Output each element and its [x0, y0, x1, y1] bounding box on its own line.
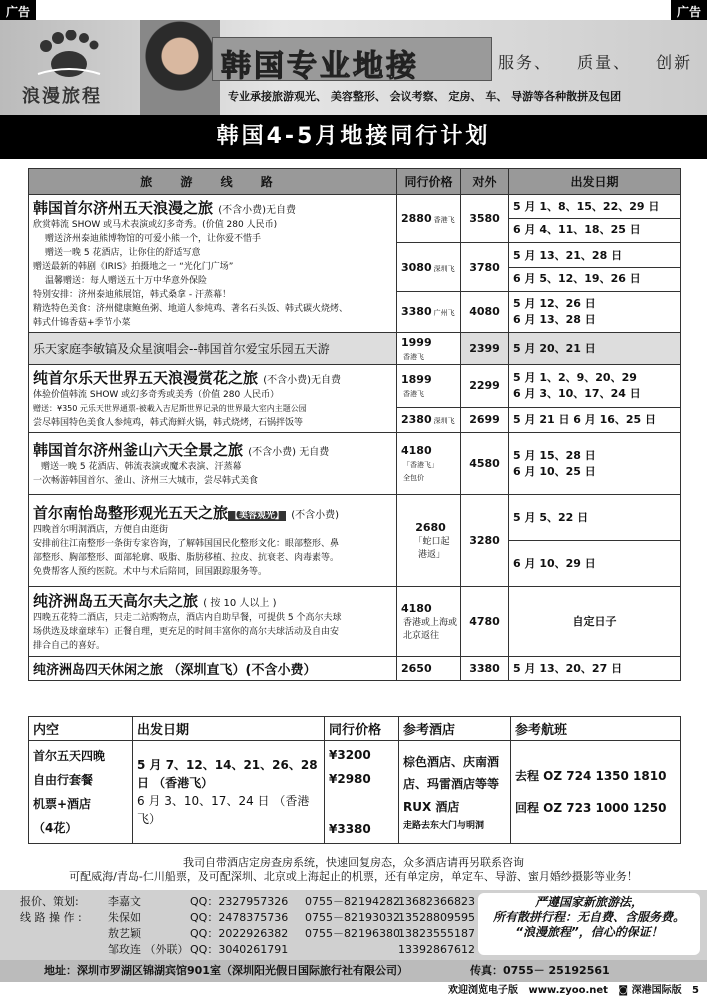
price-cell: 3080 深圳飞	[397, 243, 461, 291]
route-title: 韩国首尔济州五天浪漫之旅 (不含小费)无自费	[33, 199, 297, 217]
price-cell: 4180 香港或上海或北京返往	[397, 587, 461, 657]
brand-title: 韩国专业地接	[221, 49, 419, 84]
hanbok-lady-image	[140, 20, 220, 115]
external-price: 4080	[461, 291, 509, 332]
site-link[interactable]: www.zyoo.net	[528, 985, 608, 996]
package-header-row	[29, 717, 681, 741]
notes	[0, 856, 707, 884]
logo-text: 浪漫旅程	[22, 86, 102, 107]
contact-name: 邹玫连 （外联）	[108, 943, 189, 956]
table-row	[29, 495, 681, 541]
external-price: 2399	[461, 333, 509, 365]
contact-name: 朱保如	[108, 911, 141, 924]
header-banner	[0, 20, 707, 115]
table-row	[29, 657, 681, 681]
dates-cell: 5 月 13、21、28 日 6 月 5、12、19、26 日	[509, 243, 681, 291]
header-price: 同行价格	[325, 717, 399, 741]
price-cell: 1899 香港飞	[397, 365, 461, 408]
routes-header-row	[29, 169, 681, 195]
contact-mobile: 13823555187	[398, 927, 475, 940]
route-cell	[29, 587, 397, 657]
contact-tel: 0755－82196380	[305, 927, 400, 940]
header-external: 对外	[461, 169, 509, 195]
external-price: 3280	[461, 495, 509, 587]
package-table	[28, 716, 681, 844]
external-price: 2699	[461, 407, 509, 432]
dates-cell: 5 月 20、21 日	[509, 333, 681, 365]
route-desc: 赠送一晚 5 花酒店、韩流表演或魔术表演、汗蒸幕	[41, 462, 242, 472]
price-cell: 2680 「蛇口起港返」	[397, 495, 461, 587]
route-desc: 免费帮客人预约医院。术中与术后陪同，回国跟踪服务等。	[33, 567, 268, 577]
paper-icon: ◙	[618, 985, 629, 996]
route-cell	[29, 433, 397, 495]
contact-label: 报价、策划:	[20, 895, 79, 908]
package-flights: 去程 OZ 724 1350 1810 回程 OZ 723 1000 1250	[511, 741, 681, 844]
contact-label: 线 路 操 作 :	[20, 911, 82, 924]
route-desc: 场供选及球童球车）正餐自理，更充足的时间丰富你的高尔夫球活动及自由安	[33, 627, 340, 637]
dates-cell: 6 月 10、29 日	[509, 541, 681, 587]
note-line: 可配威海/青岛-仁川船票，及可配深圳、北京或上海起止的机票，还有单定房，单定车、导游、蜜月婚纱摄影等业务！	[69, 870, 638, 883]
route-cell	[29, 657, 397, 681]
footprint-logo-icon	[34, 30, 104, 80]
route-desc: 赠送最新的韩剧《IRIS》拍摄地之一 “光化门广场”	[33, 262, 234, 272]
services-line: 专业承接旅游观光、 美容整形、 会议考察、 定房、 车、 导游等各种散拼及包团	[228, 90, 622, 103]
contact-mobile: 13528809595	[398, 911, 475, 924]
route-desc: 尝尽韩国特色美食人参炖鸡，韩式海鲜火锅，韩式烧烤，石锅拌饭等	[33, 418, 304, 428]
contact-qq: QQ：2022926382	[190, 927, 289, 940]
contact-tel: 0755－82193032	[305, 911, 400, 924]
contact-qq: QQ：2327957326	[190, 895, 289, 908]
route-title: 首尔南怡岛整形观光五天之旅 【美容观光】 (不含小费)	[33, 504, 340, 522]
header-hotel: 参考酒店	[399, 717, 511, 741]
header-dates: 出发日期	[133, 717, 325, 741]
table-row	[29, 433, 681, 495]
note-line: 我司自带酒店定房查房系统，快速回复房态，众多酒店请再另联系咨询	[183, 856, 524, 869]
external-price: 3380	[461, 657, 509, 681]
contact-name: 敖艺颖	[108, 927, 141, 940]
routes-table	[28, 168, 681, 681]
logo	[20, 30, 120, 108]
contact-qq: QQ：2478375736	[190, 911, 289, 924]
contact-mobile: 13682366823	[398, 895, 475, 908]
package-prices: ¥3200 ¥2980 ¥3380	[325, 741, 399, 844]
contact-name: 李嘉文	[108, 895, 141, 908]
route-title: 纯济洲岛四天休闲之旅 （深圳直飞）(不含小费）	[33, 663, 317, 678]
address-bar	[0, 960, 707, 982]
dates-cell: 5 月 1、2、9、20、29 6 月 3、10、17、24 日	[509, 365, 681, 408]
ad-label-left: 广告	[0, 0, 36, 20]
package-dates: 5 月 7、12、14、21、26、28 日 （香港飞） 6 月 3、10、17、24 日 （香港飞）	[133, 741, 325, 844]
beauty-tag: 【美容观光】	[230, 511, 285, 521]
route-cell	[29, 195, 397, 333]
route-cell	[29, 365, 397, 433]
dates-cell: 5 月 13、20、27 日	[509, 657, 681, 681]
contact-mobile: 13392867612	[398, 943, 475, 956]
route-desc: 韩式什锦香菇+季节小菜	[33, 318, 131, 328]
route-desc: 赠送一晚 5 花酒店，让你住的舒适写意	[45, 248, 201, 258]
route-title: 纯济洲岛五天高尔夫之旅 ( 按 10 人以上 )	[33, 592, 277, 610]
price-cell: 4180 「香港飞」 全包价	[397, 433, 461, 495]
route-desc: 体验价值韩流 SHOW 或幻多奇秀或美秀（价值 280 人民币）	[33, 390, 280, 400]
route-desc: 温馨赠送：每人赠送五十万中华意外保险	[45, 276, 208, 286]
route-title: 乐天家庭李敏镐及众星演唱会--韩国首尔爱宝乐园五天游	[33, 342, 330, 356]
route-desc: 精选特色美食：济州健康鲍鱼粥、地道人参炖鸡、著名石头饭、韩式碳火烧烤、	[33, 304, 349, 314]
external-price: 4580	[461, 433, 509, 495]
dates-cell: 5 月 21 日 6 月 16、25 日	[509, 407, 681, 432]
fax-text: 传真：0755－ 25192561	[470, 964, 610, 977]
route-desc: 赠送：¥350 元乐天世界通票-被載入吉尼斯世界记录的世界最大室内主题公园	[33, 404, 307, 413]
header-product: 内空	[29, 717, 133, 741]
external-price: 2299	[461, 365, 509, 408]
table-row	[29, 333, 681, 365]
price-cell: 2380 深圳飞	[397, 407, 461, 432]
route-desc: 赠送济州泰迪熊博物馆的可爱小熊一个，让你爱不惜手	[45, 234, 262, 244]
package-hotels: 棕色酒店、庆南酒店、玛雷酒店等等 RUX 酒店 走路去东大门与明洞	[399, 741, 511, 844]
package-product: 首尔五天四晚 自由行套餐 机票+酒店 （4花）	[29, 741, 133, 844]
route-cell	[29, 333, 397, 365]
route-desc: 欣赏韩流 SHOW 或马术表演或幻多奇秀。(价值 280 人民币)	[33, 220, 278, 230]
route-desc: 安排前往江南整形一条街专家咨询，了解韩国国民化整形文化：眼部整形、鼻	[33, 539, 340, 549]
route-title: 韩国首尔济州釜山六天全景之旅 (不含小费) 无自费	[33, 441, 330, 459]
ad-label-right: 广告	[671, 0, 707, 20]
table-row	[29, 195, 681, 243]
route-title: 纯首尔乐天世界五天浪漫赏花之旅 (不含小费)无自费	[33, 369, 342, 387]
price-cell: 3380 广州飞	[397, 291, 461, 332]
price-cell: 2880 香港飞	[397, 195, 461, 243]
route-desc: 四晚首尔明洞酒店，方便自由逛街	[33, 525, 169, 535]
contact-tel: 0755－82194282	[305, 895, 400, 908]
dates-cell: 自定日子	[509, 587, 681, 657]
page-title: 韩国4-5月地接同行计划	[0, 115, 707, 159]
footer-right: 欢迎浏览电子版 www.zyoo.net ◙ 深港国际版 5	[448, 985, 699, 996]
header-flight: 参考航班	[511, 717, 681, 741]
route-desc: 排合自己的喜好。	[33, 641, 106, 651]
route-desc: 部整形、胸部整形、面部轮廓、吸脂、脂肪移植、拉皮、抗衰老、肉毒素等。	[33, 553, 340, 563]
dates-cell: 5 月 12、26 日 6 月 13、28 日	[509, 291, 681, 332]
dates-cell: 5 月 15、28 日 6 月 10、25 日	[509, 433, 681, 495]
address-text: 地址：深圳市罗湖区锦湖宾馆901室（深圳阳光假日国际旅行社有限公司）	[44, 964, 408, 977]
promo-badge: 严遵国家新旅游法， 所有散拼行程：无自费、含服务费。 “浪漫旅程”，信心的保证！	[478, 893, 700, 955]
route-desc: 一次畅游韩国首尔、釜山、济州三大城市，尝尽韩式美食	[33, 476, 259, 486]
header-departure: 出发日期	[509, 169, 681, 195]
header-route: 旅 游 线 路	[29, 169, 397, 195]
price-cell: 2650	[397, 657, 461, 681]
route-desc: 特别安排：济州泰迪熊展馆，韩式桑拿 - 汗蒸幕！	[33, 290, 231, 300]
dates-cell: 5 月 1、8、15、22、29 日 6 月 4、11、18、25 日	[509, 195, 681, 243]
brand-box	[212, 37, 492, 84]
external-price: 3780	[461, 243, 509, 291]
table-row	[29, 587, 681, 657]
route-cell	[29, 495, 397, 587]
package-row	[29, 741, 681, 844]
route-desc: 四晚五花特二酒店，只走二站购物点，酒店内自助早餐，可提供 5 个高尔夫球	[33, 613, 342, 623]
external-price: 4780	[461, 587, 509, 657]
header-price: 同行价格	[397, 169, 461, 195]
external-price: 3580	[461, 195, 509, 243]
price-cell: 1999 香港飞	[397, 333, 461, 365]
footer	[0, 982, 707, 1000]
table-row	[29, 365, 681, 408]
contact-qq: QQ：3040261791	[190, 943, 289, 956]
slogan: 服务、 质量、 创新	[498, 53, 693, 72]
dates-cell: 5 月 5、22 日	[509, 495, 681, 541]
